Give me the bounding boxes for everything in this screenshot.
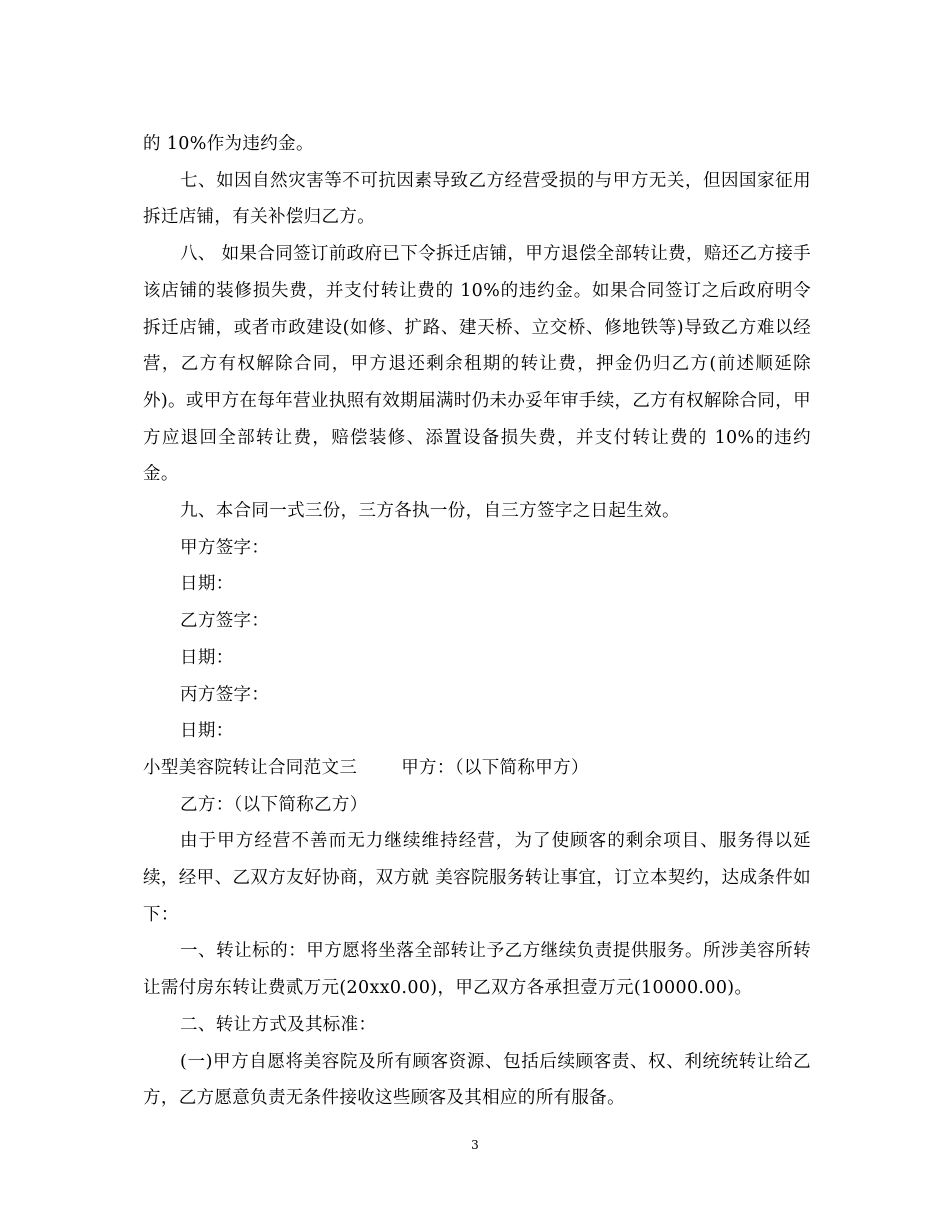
paragraph-clause-seven: 七、如因自然灾害等不可抗因素导致乙方经营受损的与甲方无关，但因国家征用拆迁店铺，有关补偿归乙方。 — [143, 170, 811, 228]
signature-party-a-label: 甲方签字： — [180, 537, 270, 558]
paragraph-clause-eight: 八、 如果合同签订前政府已下令拆迁店铺，甲方退偿全部转让费，赔还乙方接手该店铺的装修损失费，并支付转让费的 10%的违约金。如果合同签订之后政府明令拆迁店铺，或者市政建设(如修、扩路、建天桥、立交桥、修地铁等)导致乙方难以经营，乙方有权解除合同，甲方退还剩余租期的转让费，押金仍归乙方(前述顺延除外)。或甲方在每年营业执照有效期届满时仍未办妥年审手续，乙方有权解除合同，甲方应退回全部转让费，赔偿装修、添置设备损失费，并支付转让费的 10%的违约金。 — [143, 244, 811, 485]
page-number: 3 — [471, 1138, 479, 1152]
signature-party-b-label: 乙方签字： — [180, 611, 270, 632]
signature-date-c-label: 日期： — [180, 721, 234, 742]
section-title: 小型美容院转让合同范文三 — [143, 757, 358, 778]
paragraph-clause-nine: 九、本合同一式三份，三方各执一份，自三方签字之日起生效。 — [180, 501, 680, 522]
signature-date-b-label: 日期： — [180, 647, 234, 668]
paragraph-preamble: 由于甲方经营不善而无力继续维持经营，为了使顾客的剩余项目、服务得以延续，经甲、乙双方友好协商，双方就 美容院服务转让事宜，订立本契约，达成条件如下： — [143, 831, 811, 925]
document-body — [143, 126, 811, 1117]
signature-date-a-label: 日期： — [180, 574, 234, 595]
paragraph-penalty-end: 的 10%作为违约金。 — [143, 134, 314, 154]
party-a-definition: 甲方：（以下简称甲方） — [401, 757, 589, 778]
paragraph-transfer-method-one: (一)甲方自愿将美容院及所有顾客资源、包括后续顾客责、权、利统统转让给乙方，乙方愿意负责无条件接收这些顾客及其相应的所有服备。 — [143, 1051, 811, 1109]
paragraph-transfer-subject: 一、转让标的：甲方愿将坐落全部转让予乙方继续负责提供服务。所涉美容所转让需付房东转让费贰万元(20xx0.00)，甲乙双方各承担壹万元(10000.00)。 — [143, 941, 811, 999]
party-b-definition: 乙方：（以下简称乙方） — [180, 794, 368, 815]
paragraph-transfer-method-heading: 二、转让方式及其标准： — [180, 1014, 377, 1035]
section-heading-line — [143, 750, 811, 787]
signature-party-c-label: 丙方签字： — [180, 684, 270, 705]
